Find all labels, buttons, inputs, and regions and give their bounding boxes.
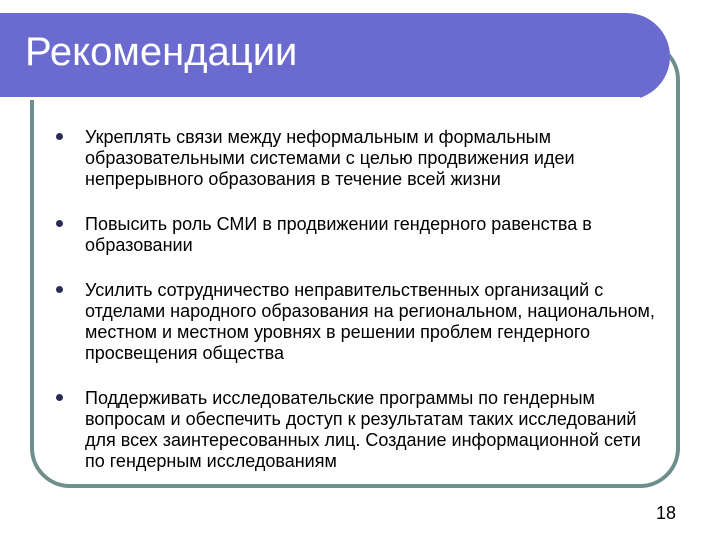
bullet-text: Усилить сотрудничество неправительственных организаций с отделами народного образования на региональном, национальном, местном и местном уровнях в решении проблем гендерного просвещения общества xyxy=(85,280,655,363)
bullet-text: Поддерживать исследовательские программы по гендерным вопросам и обеспечить доступ к результатам таких исследований для всех заинтересованных лиц. Создание информационной сети по гендерным исследованиям xyxy=(85,388,641,471)
page-number: 18 xyxy=(655,503,676,523)
bullet-text: Укреплять связи между неформальным и формальным образовательными системами с целью продвижения идеи непрерывного образования в течение всей жизни xyxy=(85,127,575,189)
bullet-dot-icon xyxy=(56,394,63,401)
bullet-list xyxy=(55,127,655,496)
bullet-dot-icon xyxy=(56,286,63,293)
bullet-text: Повысить роль СМИ в продвижении гендерного равенства в образовании xyxy=(85,214,592,255)
bullet-dot-icon xyxy=(56,133,63,140)
bullet-item xyxy=(55,280,655,364)
slide-title: Рекомендации xyxy=(25,30,298,74)
bullet-item xyxy=(55,388,655,472)
bullet-item xyxy=(55,127,655,190)
bullet-dot-icon xyxy=(56,220,63,227)
bullet-item xyxy=(55,214,655,256)
title-underline xyxy=(0,97,640,100)
